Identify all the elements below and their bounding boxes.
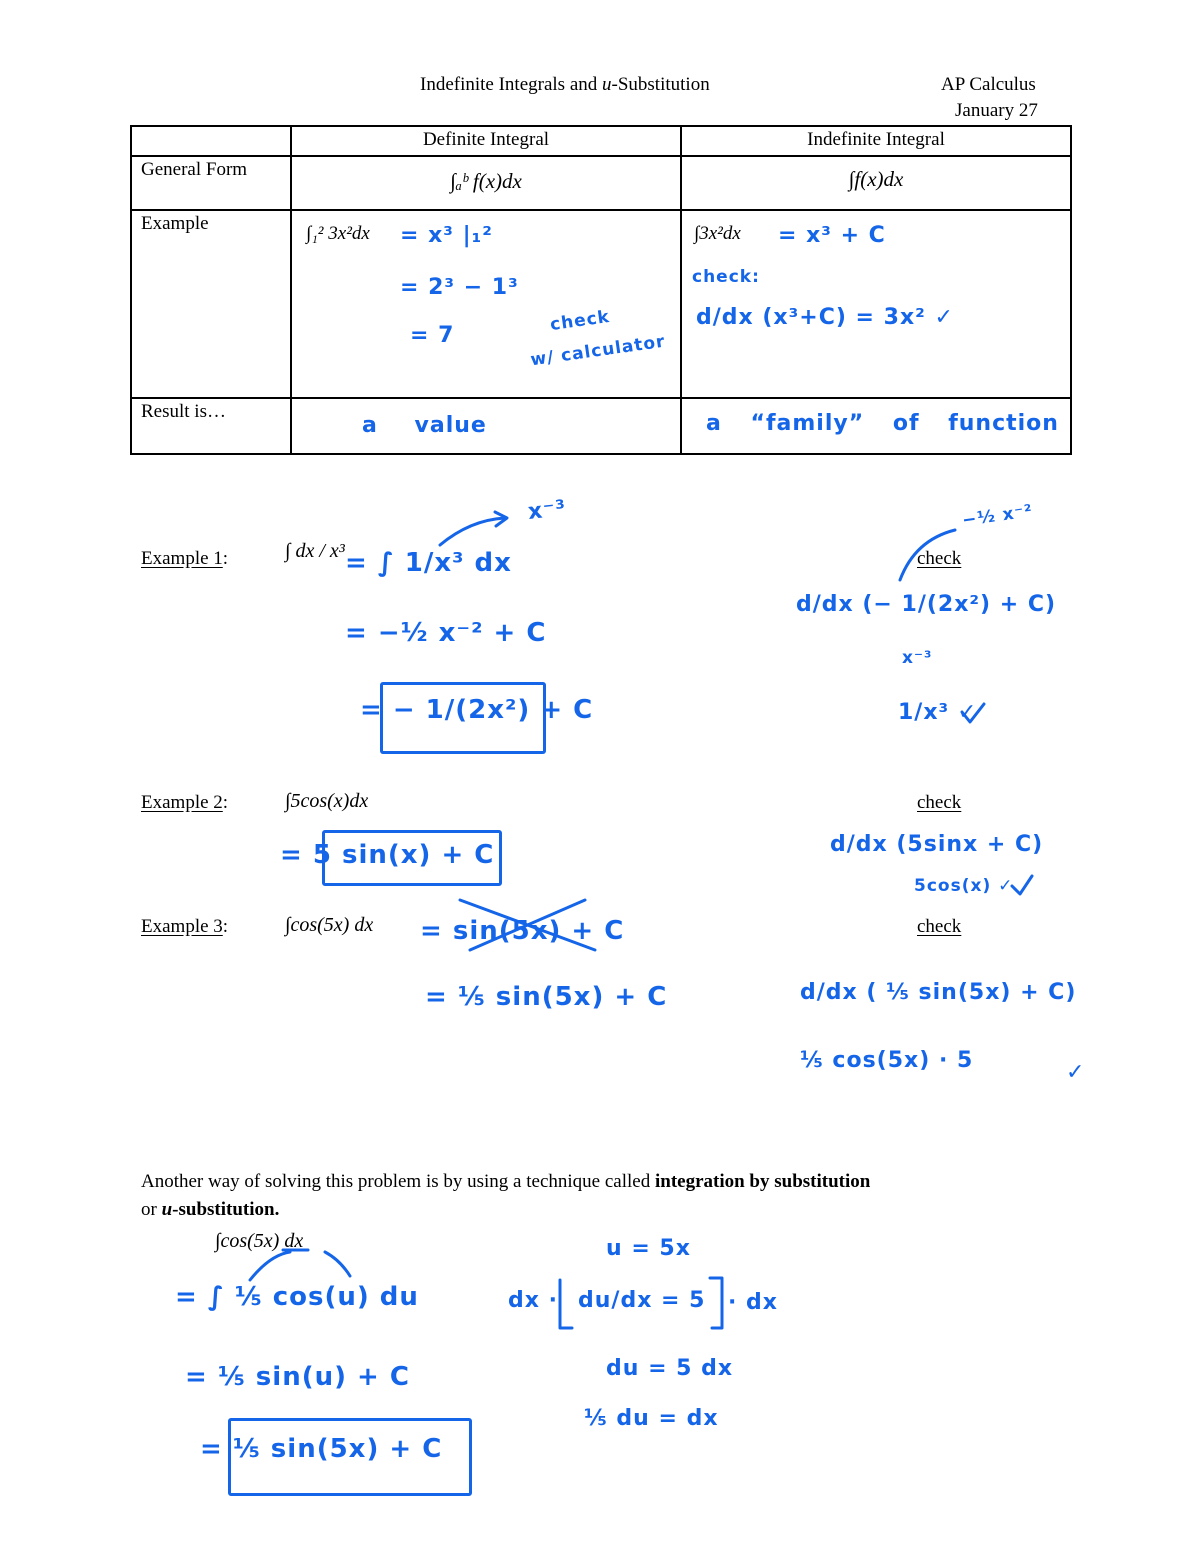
example-definite-printed: ∫₁² 3x²dx <box>306 223 370 244</box>
course-name: AP Calculus <box>941 74 1036 95</box>
usub-side-2-pre: dx · <box>508 1288 558 1313</box>
usub-hw-line-1: = ∫ ⅕ cos(u) du <box>175 1282 419 1312</box>
ex2-check-line-2: 5cos(x) ✓ <box>914 876 1014 896</box>
example-2-check-text: check <box>917 792 962 813</box>
example-2-printed: ∫5cos(x)dx <box>285 790 369 812</box>
example-3-label: Example 3: <box>141 916 229 937</box>
comparison-table <box>130 125 1072 455</box>
row-label-example: Example <box>131 210 291 398</box>
ex2-hw-line: = 5 sin(x) + C <box>280 840 495 870</box>
hw-indefinite-check: check: <box>692 267 760 287</box>
result-definite-cell <box>291 398 681 454</box>
usub-bracket-left <box>560 1280 572 1328</box>
hw-definite-line-2: = 2³ − 1³ <box>400 275 519 300</box>
ex3-check-line-1: d/dx ( ⅕ sin(5x) + C) <box>800 980 1077 1005</box>
example-indefinite-printed: ∫3x²dx <box>694 223 741 244</box>
example-1-check-text: check <box>917 548 962 569</box>
ex1-check-line-1: d/dx (− 1/(2x²) + C) <box>796 592 1057 617</box>
result-indefinite-cell <box>681 398 1071 454</box>
usub-side-2-post: · dx <box>728 1290 778 1315</box>
usub-arrow-right <box>325 1252 350 1276</box>
usub-hw-line-2: = ⅕ sin(u) + C <box>185 1362 410 1392</box>
usub-paragraph <box>141 1168 1061 1224</box>
usub-arrow-left <box>250 1252 290 1280</box>
usub-term-2: -substitution. <box>172 1199 280 1220</box>
page-title-suffix: -Substitution <box>611 74 710 95</box>
hw-result-definite: a value <box>362 413 487 438</box>
usub-paragraph-or: or <box>141 1199 162 1220</box>
ex1-hw-line-1: = ∫ 1/x³ dx <box>345 548 512 578</box>
ex1-hw-line-3: = − 1/(2x²) + C <box>360 695 594 725</box>
general-form-definite-text: ∫ₐᵇ f(x)dx <box>450 169 522 193</box>
ex1-answer-box <box>380 682 546 754</box>
example-1-check-label <box>917 548 961 570</box>
usub-bracket-right <box>710 1278 722 1328</box>
usub-hw-line-3: = ⅕ sin(5x) + C <box>200 1434 443 1464</box>
ex1-check-note: −½ x⁻² <box>960 501 1035 531</box>
general-form-indefinite-text: ∫f(x)dx <box>848 167 904 191</box>
ex3-check-line-2: ⅕ cos(5x) · 5 <box>800 1048 974 1073</box>
table-corner-cell <box>131 126 291 156</box>
usub-side-4: ⅕ du = dx <box>584 1406 719 1431</box>
example-2-label-text: Example 2 <box>141 792 223 813</box>
example-2-check-label <box>917 792 961 814</box>
example-indefinite-cell <box>681 210 1071 398</box>
table-header-row <box>131 126 1071 156</box>
example-1-label: Example 1: <box>141 548 229 569</box>
ex1-hw-note: x⁻³ <box>526 496 568 525</box>
col-header-indefinite: Indefinite Integral <box>681 126 1071 156</box>
usub-answer-box <box>228 1418 472 1496</box>
usub-side-2: du/dx = 5 <box>578 1288 706 1313</box>
usub-side-1: u = 5x <box>606 1236 691 1261</box>
page-title-text: Indefinite Integrals and <box>420 74 603 95</box>
example-3-label-text: Example 3 <box>141 916 223 937</box>
table-row-example <box>131 210 1071 398</box>
hw-indefinite-line-1: = x³ + C <box>778 223 886 248</box>
ex2-answer-box <box>322 830 502 886</box>
row-label-general-form: General Form <box>131 156 291 210</box>
ex1-arrowhead <box>495 512 507 526</box>
table-row-general-form <box>131 156 1071 210</box>
ex3-hw-line-2: = ⅕ sin(5x) + C <box>425 982 668 1012</box>
hw-definite-line-1: = x³ |₁² <box>400 223 493 248</box>
row-label-result: Result is… <box>131 398 291 454</box>
general-form-definite <box>291 156 681 210</box>
hw-indefinite-line-2: d/dx (x³+C) = 3x² ✓ <box>696 305 954 330</box>
ex1-hw-line-2: = −½ x⁻² + C <box>345 618 547 648</box>
example-1-printed: ∫ dx / x³ <box>285 540 345 562</box>
page-title <box>420 74 710 96</box>
usub-printed: ∫cos(5x) dx <box>215 1230 304 1252</box>
ex2-check-line-1: d/dx (5sinx + C) <box>830 832 1044 857</box>
hw-definite-note-1: check <box>548 306 612 336</box>
ex1-check-line-3: 1/x³ ✓ <box>898 700 978 725</box>
example-3-check-text: check <box>917 916 962 937</box>
col-header-definite: Definite Integral <box>291 126 681 156</box>
example-3-printed: ∫cos(5x) dx <box>285 914 374 936</box>
ex2-check-tick <box>1012 876 1032 894</box>
usub-term-1: integration by substitution <box>654 1171 871 1192</box>
ex3-check-mark: ✓ <box>1066 1060 1086 1085</box>
usub-paragraph-text: Another way of solving this problem is by using a technique called <box>141 1171 655 1192</box>
date: January 27 <box>955 100 1038 121</box>
example-definite-cell <box>291 210 681 398</box>
ex3-hw-line-1: = sin(5x) + C <box>420 916 625 946</box>
hw-definite-line-3: = 7 <box>410 323 455 348</box>
hw-result-indefinite: a “family” of function <box>706 411 1059 436</box>
page-title-u: u <box>602 74 612 95</box>
table-row-result <box>131 398 1071 454</box>
example-3-check-label <box>917 916 961 938</box>
example-1-label-text: Example 1 <box>141 548 223 569</box>
ex1-arrow <box>440 518 505 545</box>
general-form-indefinite <box>681 156 1071 210</box>
usub-side-3: du = 5 dx <box>606 1356 734 1381</box>
usub-term-u: u <box>161 1199 173 1220</box>
hw-definite-note-2: w/ calculator <box>529 331 667 371</box>
ex1-check-line-2: x⁻³ <box>902 648 933 668</box>
example-2-label: Example 2: <box>141 792 229 813</box>
